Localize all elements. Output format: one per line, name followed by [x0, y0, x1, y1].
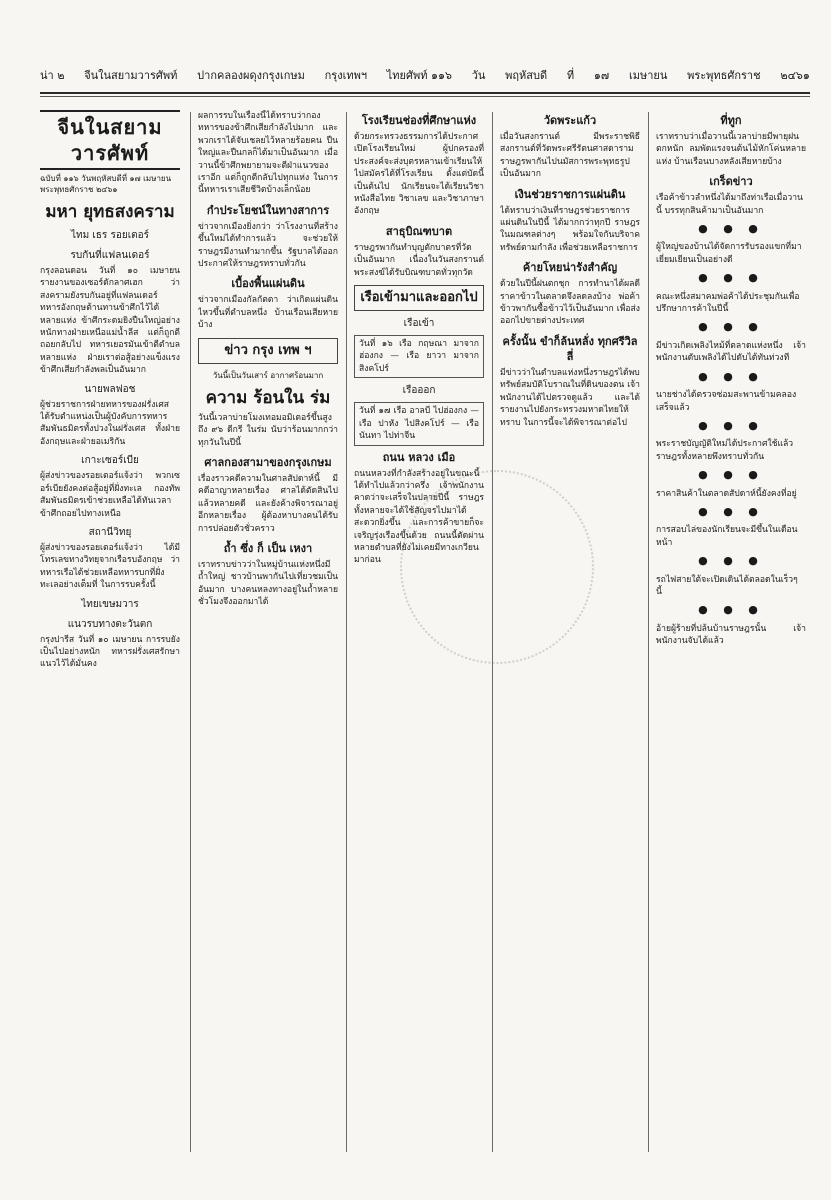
era-label: พระพุทธศักราช [687, 69, 761, 82]
column-1 [40, 110, 180, 1160]
headline-war: มหา ยุทธสงคราม [45, 202, 175, 222]
article-body: ด้วยกระทรวงธรรมการได้ประกาศเปิดโรงเรียนใหม่ ผู้ปกครองที่ประสงค์จะส่งบุตรหลานเข้าเรียนให้ไปสมัครได้ที่โรงเรียน ตั้งแต่บัดนี้เป็นต้นไป นักเรียนจะได้เรียนวิชาหนังสือไทย วิชาเลข และวิชาภาษาอังกฤษ [354, 132, 484, 217]
article-body: ถนนหลวงที่กำลังสร้างอยู่ในขณะนี้ ได้ทำไปแล้วกว่าครึ่ง เจ้าพนักงานคาดว่าจะเสร็จในปลายปีนี้ ราษฎรทั้งหลายจะได้ใช้สัญจรไปมาได้สะดวกยิ่งขึ้น และการค้าขายก็จะเจริญรุ่งเรืองขึ้นด้วย ถนนนี้ตัดผ่านหลายตำบลที่ยังไม่เคยมีทางเกวียนมาก่อน [354, 468, 484, 566]
article-body: เมื่อวันสงกรานต์ มีพระราชพิธีสงกรานต์ที่วัดพระศรีรัตนศาสดาราม ราษฎรพากันไปนมัสการพระพุทธรูปเป็นอันมาก [500, 132, 640, 180]
header-rule [40, 92, 810, 94]
article-title: ครั้งนั้น ขำก็ล้นหลั่ง ทุกศรีวิลลี่ [502, 334, 638, 363]
city-name: กรุงเทพฯ [324, 69, 368, 82]
header-rule-thin [40, 96, 810, 97]
section-foch: นายพลฟอช [84, 383, 136, 395]
separator-dots: ● ● ● [698, 554, 764, 568]
office-location: ปากคลองผดุงกรุงเกษม [197, 69, 305, 82]
page-header [40, 66, 810, 88]
section-serbia: เกาะเซอร์เบีย [81, 455, 139, 467]
article-body: กรุงลอนดอน วันที่ ๑๐ เมษายน รายงานของเซอร์ดักลาศเฮก ว่าสงครามยังรบกันอยู่ที่แฟลนเดอร์ ทหารอังกฤษต้านทานข้าศึกไว้ได้หลายแห่ง ข้าศึกระดมยิงปืนใหญ่อย่างหนักทางฝ่ายเหนือแม่น้ำลีส แต่ก็ถูกตีถอยกลับไป ทหารเยอรมันเข้าตีตำบลหลายแห่ง ฝ่ายเราต่อสู้อย่างแข็งแรง ข้าศึกเสียกำลังพลเป็นอันมาก [40, 266, 180, 376]
news-brief: รถไฟสายใต้จะเปิดเดินได้ตลอดในเร็วๆ นี้ [656, 574, 798, 597]
column-2 [198, 110, 338, 1160]
article-title: ถนน หลวง เมือ [382, 450, 456, 464]
weekday: พฤหัสบดี [505, 69, 548, 82]
issue-line: ฉบับที่ ๑๑๖ วันพฤหัสบดีที่ ๑๗ เมษายน พระพุทธศักราช ๒๔๖๑ [40, 174, 172, 194]
section-western-front: แนวรบทางตะวันตก [67, 618, 153, 630]
section-heading: ไทยเขษมวาร [81, 598, 139, 610]
news-brief: นายช่างได้ตรวจซ่อมสะพานข้ามคลองเสร็จแล้ว [656, 390, 797, 413]
news-brief: พระราชบัญญัติใหม่ได้ประกาศใช้แล้ว ราษฎรทั้งหลายพึงทราบทั่วกัน [656, 439, 794, 462]
year-number: ๒๔๖๑ [780, 69, 810, 82]
article-title: ถ้ำ ซึ่ง ก็ เป็น เหงา [223, 541, 313, 555]
news-brief: มีข่าวเกิดเพลิงไหม้ที่ตลาดแห่งหนึ่ง เจ้าพนักงานดับเพลิงได้ไปดับได้ทันท่วงที [656, 340, 806, 364]
ships-in-heading: เรือเข้า [403, 318, 435, 330]
banner-bangkok-news: ข่าว กรุง เทพ ฯ [198, 338, 338, 364]
column-divider [492, 112, 493, 1152]
day-label: วัน [471, 69, 486, 82]
paper-name: จีนในสยามวารศัพท์ [84, 69, 178, 82]
article-body: ผู้ช่วยราชการฝ่ายทหารของฝรั่งเศส ได้รับตำแหน่งเป็นผู้บังคับการทหารสัมพันธมิตรทั้งปวงในฝรั่งเศส ทั้งฝ่ายอังกฤษและฝ่ายอเมริกัน [40, 399, 180, 447]
byline: ไทม เธร รอยเตอร์ [71, 230, 149, 241]
separator-dots: ● ● ● [698, 320, 764, 334]
article-body: เรื่องราวคดีความในศาลสัปดาห์นี้ มีคดีอาญาหลายเรื่อง ศาลได้ตัดสินไปแล้วหลายคดี และยังค้างพิจารณาอยู่อีกหลายเรื่อง ผู้ต้องหาบางคนได้รับการปล่อยตัวชั่วคราว [198, 473, 338, 534]
ships-out-list: วันที่ ๑๗ เรือ อาลบี ไปฮ่องกง — เรือ ปาหัง ไปสิงคโปร์ — เรือ นันทา ไปท่าจีน [354, 402, 484, 445]
ships-in-list: วันที่ ๑๖ เรือ กฤษณา มาจากฮ่องกง — เรือ ยาวา มาจากสิงคโปร์ [354, 335, 484, 378]
article-title: สาธุบิณฑบาต [385, 224, 453, 238]
separator-dots: ● ● ● [698, 504, 764, 518]
masthead: จีนในสยามวารศัพท์ [40, 110, 180, 170]
article-body: มีข่าวว่าในตำบลแห่งหนึ่งราษฎรได้พบทรัพย์สมบัติโบราณในที่ดินของตน เจ้าพนักงานได้ไปตรวจดูแล้ว และได้รายงานไปยังกระทรวงมหาดไทยให้ทราบ ในการนี้จะได้พิจารณาต่อไป [500, 367, 640, 428]
article-body: ผลการรบในเรื่องนี้ได้ทราบว่ากองทหารของข้าศึกเสียกำลังไปมาก และพวกเราได้จับเชลยไว้หลายร้อยคน ปืนใหญ่และปืนกลก็ได้มาเป็นอันมาก เมื่อวานนี้ข้าศึกพยายามจะตีฝ่าแนวของเราอีก แต่ก็ถูกตีกลับไปทุกแห่ง ในการนี้ทหารเราเสียชีวิตบ้างเล็กน้อย [198, 111, 338, 196]
separator-dots: ● ● ● [698, 468, 764, 482]
column-divider [190, 112, 191, 1152]
article-body: วันนี้เวลาบ่ายโมงเทอมอมิเตอร์ขึ้นสูงถึง ๙๖ ดีกรี ในร่ม นับว่าร้อนมากกว่าทุกวันในปีนี้ [198, 412, 338, 448]
separator-dots: ● ● ● [698, 603, 764, 617]
headline-heat: ความ ร้อนใน ร่ม [205, 387, 331, 408]
column-4 [500, 110, 640, 1160]
article-title: กำประโยชน์ในทางสาการ [206, 203, 330, 217]
article-body: เราทราบว่าเมื่อวานนี้เวลาบ่ายมีพายุฝนตกหนัก ลมพัดแรงจนต้นไม้หักโค่นหลายแห่ง บ้านเรือนบางหลังเสียหายบ้าง [656, 132, 806, 167]
news-note: วันนี้เป็นวันเสาร์ อากาศร้อนมาก [212, 370, 324, 380]
separator-dots: ● ● ● [698, 271, 764, 285]
column-3 [354, 110, 484, 1160]
news-brief: การสอบไล่ของนักเรียนจะมีขึ้นในเดือนหน้า [656, 525, 798, 548]
month-name: เมษายน [628, 69, 668, 82]
article-body: ผู้ส่งข่าวของรอยเตอร์แจ้งว่า พวกเซอร์เบียยังคงต่อสู้อยู่ที่ฝั่งทะเล กองทัพสัมพันธมิตรเข้าช่วยเหลือได้ทันเวลา ข้าศึกถอยไปทางเหนือ [40, 471, 180, 519]
ships-out-heading: เรือออก [402, 385, 436, 397]
section-radio: สถานีวิทยุ [88, 526, 132, 538]
page-number: น่า ๒ [40, 69, 65, 82]
article-body: กรุงปารีส วันที่ ๑๐ เมษายน การรบยังเป็นไปอย่างหนัก ทหารฝรั่งเศสรักษาแนวไว้ได้มั่นคง [40, 634, 180, 670]
news-brief: ผู้ใหญ่ของบ้านได้จัดการรับรองแขกที่มาเยี่ยมเยียนเป็นอย่างดี [656, 242, 802, 265]
article-body: ได้ทราบว่าเงินที่ราษฎรช่วยราชการแผ่นดินในปีนี้ ได้มากกว่าทุกปี ราษฎรในมณฑลต่างๆ พร้อมใจกันบริจาคทรัพย์ตามกำลัง เพื่อช่วยเหลือราชการ [500, 205, 640, 253]
separator-dots: ● ● ● [698, 222, 764, 236]
news-brief: คณะหนึ่งสมาคมพ่อค้าได้ประชุมกันเพื่อปรึกษาการค้าในปีนี้ [656, 291, 800, 315]
article-title: ที่ทูก [720, 114, 742, 127]
article-title: วัดพระแก้ว [543, 114, 597, 127]
article-body: ข่าวจากเมืองกัลกัตตา ว่าเกิดแผ่นดินไหวขึ้นที่ตำบลหนึ่ง บ้านเรือนเสียหายบ้าง [198, 295, 338, 331]
article-title: เบื้องพื้นแผ่นดิน [231, 277, 305, 291]
news-brief: ราคาสินค้าในตลาดสัปดาห์นี้ยังคงที่อยู่ [656, 488, 797, 499]
date-number: ๑๗ [593, 69, 610, 82]
article-body: ราษฎรพากันทำบุญตักบาตรที่วัดเป็นอันมาก เนื่องในวันสงกรานต์ พระสงฆ์ได้รับบิณฑบาตทั่วทุกวัด [354, 242, 484, 278]
edition-number: ไทยศัพท์ ๑๑๖ [386, 69, 452, 82]
article-title: ค้ายโหยน่ารังสำคัญ [522, 261, 618, 275]
column-5 [656, 110, 806, 1160]
article-body: เรือค้าข้าวลำหนึ่งได้มาถึงท่าเรือเมื่อวานนี้ บรรทุกสินค้ามาเป็นอันมาก [656, 193, 803, 216]
article-title: โรงเรียนช่องที่ศึกษาแห่ง [361, 114, 477, 127]
article-body: ผู้ส่งข่าวของรอยเตอร์แจ้งว่า ได้มีโทรเลขทางวิทยุจากเรือรบอังกฤษ ว่าทหารเรือได้ช่วยเหลือทหารบกที่ฝั่งทะเลอย่างเต็มที่ ในการรบครั้งนี้ [40, 542, 180, 591]
article-body: ด้วยในปีนี้ฝนตกชุก การทำนาได้ผลดี ราคาข้าวในตลาดจึงลดลงบ้าง พ่อค้าข้าวพากันซื้อข้าวไว้เป็นอันมาก เพื่อส่งออกไปขายต่างประเทศ [500, 279, 640, 327]
separator-dots: ● ● ● [698, 369, 764, 383]
article-title: เงินช่วยราชการแผ่นดิน [514, 187, 626, 201]
article-title: เกร็ดข่าว [709, 175, 753, 189]
separator-dots: ● ● ● [698, 418, 764, 432]
banner-shipping: เรือเข้ามาและออกไป [354, 285, 484, 311]
column-divider [648, 112, 649, 1152]
column-divider [346, 112, 347, 1152]
article-body: เราทราบข่าวว่าในหมู่บ้านแห่งหนึ่งมีถ้ำใหญ่ ชาวบ้านพากันไปเที่ยวชมเป็นอันมาก บางคนหลงทางอยู่ในถ้ำหลายชั่วโมงจึงออกมาได้ [198, 559, 338, 608]
article-title: ศาลกองสามาของกรุงเกษม [204, 455, 332, 469]
news-brief: อ้ายผู้ร้ายที่ปล้นบ้านราษฎรนั้น เจ้าพนักงานจับได้แล้ว [656, 623, 806, 647]
date-label: ที่ [566, 69, 575, 82]
subheadline-flanders: รบกันที่แฟลนเดอร์ [70, 250, 150, 261]
article-body: ข่าวจากเมืองยิ่งกว่า ว่าโรงงานที่สร้างขึ้นใหม่ได้ทำการแล้ว จะช่วยให้ราษฎรมีงานทำมากขึ้น รัฐบาลได้ออกประกาศให้ราษฎรทราบทั่วกัน [198, 221, 338, 270]
